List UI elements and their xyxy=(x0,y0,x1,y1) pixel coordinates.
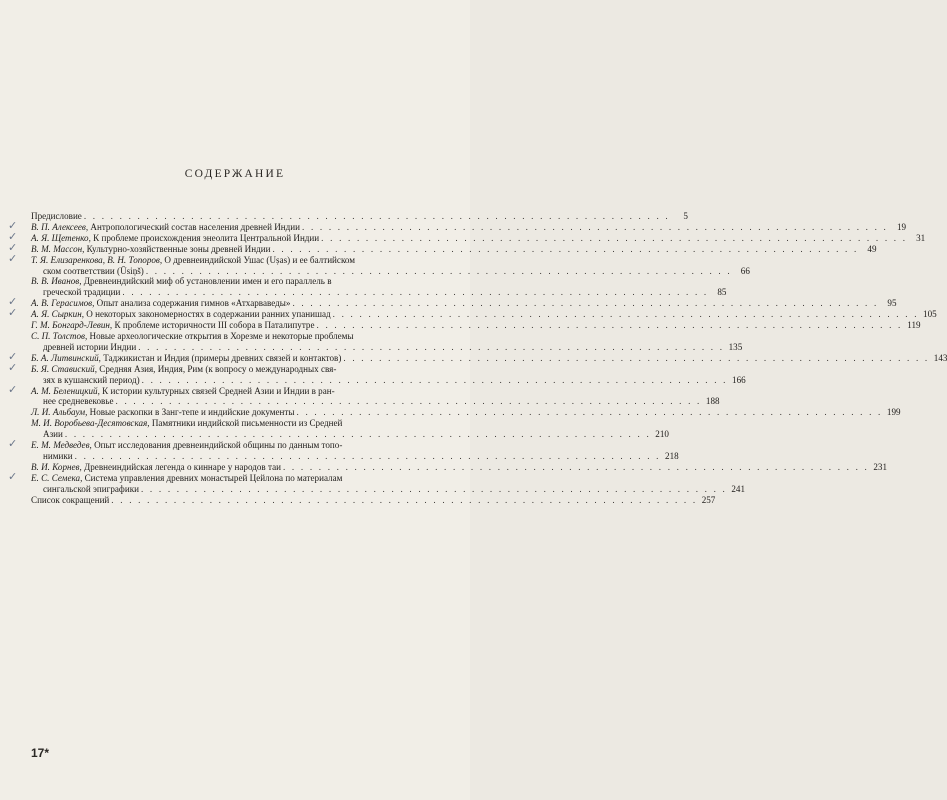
dot-leader xyxy=(109,495,699,506)
toc-entry-title-text: Древнеиндийский миф об установлении имен и его параллель в xyxy=(81,276,332,287)
toc-entry xyxy=(8,230,926,244)
toc-entry-title xyxy=(31,386,335,397)
toc-entry-continuation-text: зях в кушанский период) xyxy=(43,374,140,385)
pencil-checkmark-icon: ✓ xyxy=(8,230,18,243)
toc-entry-continuation xyxy=(31,265,750,277)
toc-entry xyxy=(31,461,888,473)
toc-entry-line xyxy=(31,473,435,484)
toc-entry-title-text: Культурно-хозяйственные зоны древней Индии xyxy=(84,243,271,254)
toc-entry xyxy=(8,438,679,462)
dot-leader xyxy=(341,353,931,364)
toc-entry-continuation-text: нимики xyxy=(43,450,73,461)
toc-entry-title-text: К проблеме происхождения энеолита Центральной Индии xyxy=(90,232,320,243)
toc-entry-title xyxy=(31,473,342,484)
toc-entry-author: Л. И. Альбаум, xyxy=(31,407,88,418)
toc-page-number: 105 xyxy=(923,309,937,320)
table-of-contents xyxy=(8,211,947,505)
pencil-checkmark-icon: ✓ xyxy=(8,470,18,483)
pencil-checkmark-icon: ✓ xyxy=(8,383,18,396)
toc-entry-line xyxy=(31,407,901,418)
pencil-checkmark-icon: ✓ xyxy=(8,252,18,265)
toc-entry xyxy=(31,330,743,353)
toc-page-number: 257 xyxy=(701,494,716,505)
toc-entry-line xyxy=(31,255,435,266)
toc-entry-title xyxy=(31,276,332,287)
toc-entry-title xyxy=(31,440,342,451)
toc-entry-line xyxy=(31,320,921,331)
toc-entry-title xyxy=(31,320,315,331)
toc-entry xyxy=(31,211,688,222)
toc-entry-author: М. И. Воробьева-Десятовская, xyxy=(31,418,150,429)
toc-page-number: 218 xyxy=(665,450,679,461)
toc-entry-title-text: Средняя Азия, Индия, Рим (к вопросу о международных свя- xyxy=(97,363,337,374)
toc-entry-line xyxy=(31,386,435,397)
dot-leader xyxy=(114,396,704,407)
toc-entry-line xyxy=(31,276,435,287)
toc-entry-title xyxy=(31,309,331,320)
dot-leader xyxy=(295,407,885,418)
dot-leader xyxy=(281,462,871,473)
toc-entry xyxy=(8,470,746,495)
toc-entry-author: А. М. Беленицкий, xyxy=(31,385,100,396)
pencil-checkmark-icon: ✓ xyxy=(8,350,18,363)
dot-leader xyxy=(139,484,729,495)
toc-page-number: 5 xyxy=(683,211,688,221)
toc-entry-author: А. Я. Сыркин, xyxy=(31,309,84,320)
toc-entry-line xyxy=(31,232,926,244)
toc-entry xyxy=(8,219,907,233)
toc-page-number: 31 xyxy=(916,232,926,243)
signature-mark: 17* xyxy=(31,746,50,760)
toc-entry xyxy=(8,296,897,309)
toc-page-number: 231 xyxy=(873,461,888,472)
toc-page-number: 119 xyxy=(907,320,921,331)
toc-entry-title-text: Таджикистан и Индия (примеры древних связей и контактов) xyxy=(100,352,342,363)
toc-entry-title-text: Опыт исследования древнеиндийской общины по данным топо- xyxy=(91,440,343,451)
toc-page-number: 143 xyxy=(933,352,947,363)
dot-leader xyxy=(290,298,880,309)
toc-entry-title-text: К проблеме историчности III собора в Паталипутре xyxy=(112,320,315,331)
pencil-checkmark-icon: ✓ xyxy=(8,307,18,320)
toc-entry-line xyxy=(31,309,937,320)
toc-entry-line xyxy=(31,494,716,506)
pencil-checkmark-icon: ✓ xyxy=(8,438,18,451)
toc-entry-author: А. Я. Щетенко, xyxy=(31,232,91,243)
toc-entry-title-text: Новые археологические открытия в Хорезме и некоторые проблемы xyxy=(87,330,354,341)
toc-entry xyxy=(8,307,937,320)
toc-entry-title xyxy=(31,495,109,506)
dot-leader xyxy=(315,320,905,331)
toc-page-number: 166 xyxy=(732,374,746,385)
toc-entry-title xyxy=(31,255,355,266)
toc-entry xyxy=(31,276,727,298)
toc-entry-title xyxy=(31,211,82,222)
toc-entry-author: А. В. Герасимов, xyxy=(31,298,95,309)
toc-entry-author: В. В. Иванов, xyxy=(31,276,82,287)
dot-leader xyxy=(270,244,860,255)
toc-entry-continuation xyxy=(31,374,746,386)
toc-entry-title xyxy=(31,298,290,309)
toc-entry-title xyxy=(31,462,281,473)
pencil-checkmark-icon: ✓ xyxy=(8,296,18,309)
toc-page-number: 199 xyxy=(886,407,901,418)
toc-entry-line xyxy=(31,298,897,309)
toc-entry-title-text: Древнеиндийская легенда о киннаре у народов таи xyxy=(81,461,281,472)
toc-entry-title xyxy=(31,407,295,418)
dot-leader xyxy=(136,342,726,353)
toc-entry-author: С. П. Толстов, xyxy=(31,330,88,341)
toc-entry-title-text: Новые раскопки в Занг-тепе и индийские документы xyxy=(87,407,295,418)
toc-entry-title xyxy=(31,331,354,342)
toc-entry xyxy=(31,494,716,506)
toc-entry-continuation-text: Азии xyxy=(43,429,63,440)
toc-page-number: 135 xyxy=(728,341,743,352)
dot-leader xyxy=(120,287,710,298)
toc-entry-line xyxy=(31,364,435,375)
toc-entry-title xyxy=(31,353,341,364)
pencil-checkmark-icon: ✓ xyxy=(8,361,18,374)
toc-entry-title xyxy=(31,233,319,244)
toc-entry xyxy=(8,252,750,277)
toc-entry-line xyxy=(31,352,947,364)
toc-entry-title-text: Опыт анализа содержания гимнов «Атхарваведы» xyxy=(94,298,291,309)
toc-entry-line xyxy=(31,331,435,342)
toc-entry-line xyxy=(31,440,435,451)
toc-entry-line xyxy=(31,418,435,429)
toc-entry-author: Б. А. Литвинский, xyxy=(31,352,101,363)
toc-entry-line xyxy=(31,211,688,222)
toc-entry-author: В. П. Алексеев, xyxy=(31,221,89,232)
toc-entry-continuation xyxy=(31,287,727,298)
toc-entry-continuation xyxy=(31,396,720,407)
toc-page-number: 66 xyxy=(740,265,750,276)
toc-entry-title xyxy=(31,222,300,233)
toc-entry-title-text: Список сокращений xyxy=(31,494,110,505)
toc-entry-title-text: О некоторых закономерностях в содержании ранних упанишад xyxy=(83,309,331,320)
toc-entry-line xyxy=(31,461,888,473)
toc-entry-continuation-text: древней истории Индии xyxy=(43,341,137,352)
toc-entry-author: В. М. Массон, xyxy=(31,243,85,254)
page-title: СОДЕРЖАНИЕ xyxy=(184,168,286,180)
toc-entry-title-text: Предисловие xyxy=(31,211,82,221)
toc-page-number: 188 xyxy=(705,396,720,407)
toc-entry-title xyxy=(31,364,336,375)
toc-entry-continuation-text: греческой традиции xyxy=(43,287,121,298)
toc-entry xyxy=(8,361,746,386)
toc-page-number: 241 xyxy=(731,483,746,494)
toc-entry xyxy=(8,241,877,255)
toc-page-number: 85 xyxy=(717,287,727,298)
toc-entry xyxy=(8,350,947,364)
toc-entry xyxy=(31,320,921,331)
toc-entry-author: Б. Я. Ставиский, xyxy=(31,363,98,374)
toc-entry-author: Т. Я. Елизаренкова, В. Н. Топоров, xyxy=(31,254,163,265)
toc-entry-author: Е. С. Семека, xyxy=(31,472,83,483)
toc-entry-continuation-text: сингальской эпиграфики xyxy=(43,483,139,494)
toc-page-number: 19 xyxy=(896,221,907,232)
dot-leader xyxy=(331,309,921,320)
toc-entry-author: Г. М. Бонгард-Левин, xyxy=(31,320,113,331)
dot-leader xyxy=(82,211,672,222)
dot-leader xyxy=(140,375,730,386)
pencil-checkmark-icon: ✓ xyxy=(8,219,18,232)
dot-leader xyxy=(63,429,653,440)
toc-entry-line xyxy=(31,221,907,233)
toc-entry-author: В. И. Корнев, xyxy=(31,461,82,472)
toc-entry-continuation xyxy=(31,450,679,462)
toc-entry-continuation-text: ском соответствии (Ūsiņš) xyxy=(43,265,144,276)
toc-entry-title-text: Система управления древних монастырей Цейлона по материалам xyxy=(82,472,343,483)
toc-entry-continuation xyxy=(31,483,746,495)
toc-entry-title-text: Антропологический состав населения древней Индии xyxy=(88,221,301,232)
dot-leader xyxy=(73,451,663,462)
toc-entry-title-text: Памятники индийской письменности из Средней xyxy=(149,418,343,429)
toc-entry-title xyxy=(31,418,342,429)
toc-entry-title-text: О древнеиндийской Ушас (Uṣas) и ее балтийском xyxy=(162,254,356,265)
toc-entry-line xyxy=(31,243,877,255)
pencil-checkmark-icon: ✓ xyxy=(8,241,18,254)
toc-entry-continuation xyxy=(31,341,743,353)
dot-leader xyxy=(300,222,890,233)
toc-page-number: 95 xyxy=(887,298,897,309)
toc-entry-continuation-text: нее средневековье xyxy=(43,396,114,407)
dot-leader xyxy=(144,266,734,277)
toc-entry-author: Е. М. Медведев, xyxy=(31,440,92,451)
toc-entry-title-text: К истории культурных связей Средней Азии и Индии в ран- xyxy=(99,385,335,396)
toc-entry-title xyxy=(31,244,270,255)
toc-page-number: 49 xyxy=(867,243,877,254)
toc-entry xyxy=(8,383,720,408)
dot-leader xyxy=(319,233,909,244)
toc-entry xyxy=(31,418,669,440)
toc-entry xyxy=(31,407,901,418)
toc-page-number: 210 xyxy=(655,429,669,440)
toc-entry-continuation xyxy=(31,429,669,440)
